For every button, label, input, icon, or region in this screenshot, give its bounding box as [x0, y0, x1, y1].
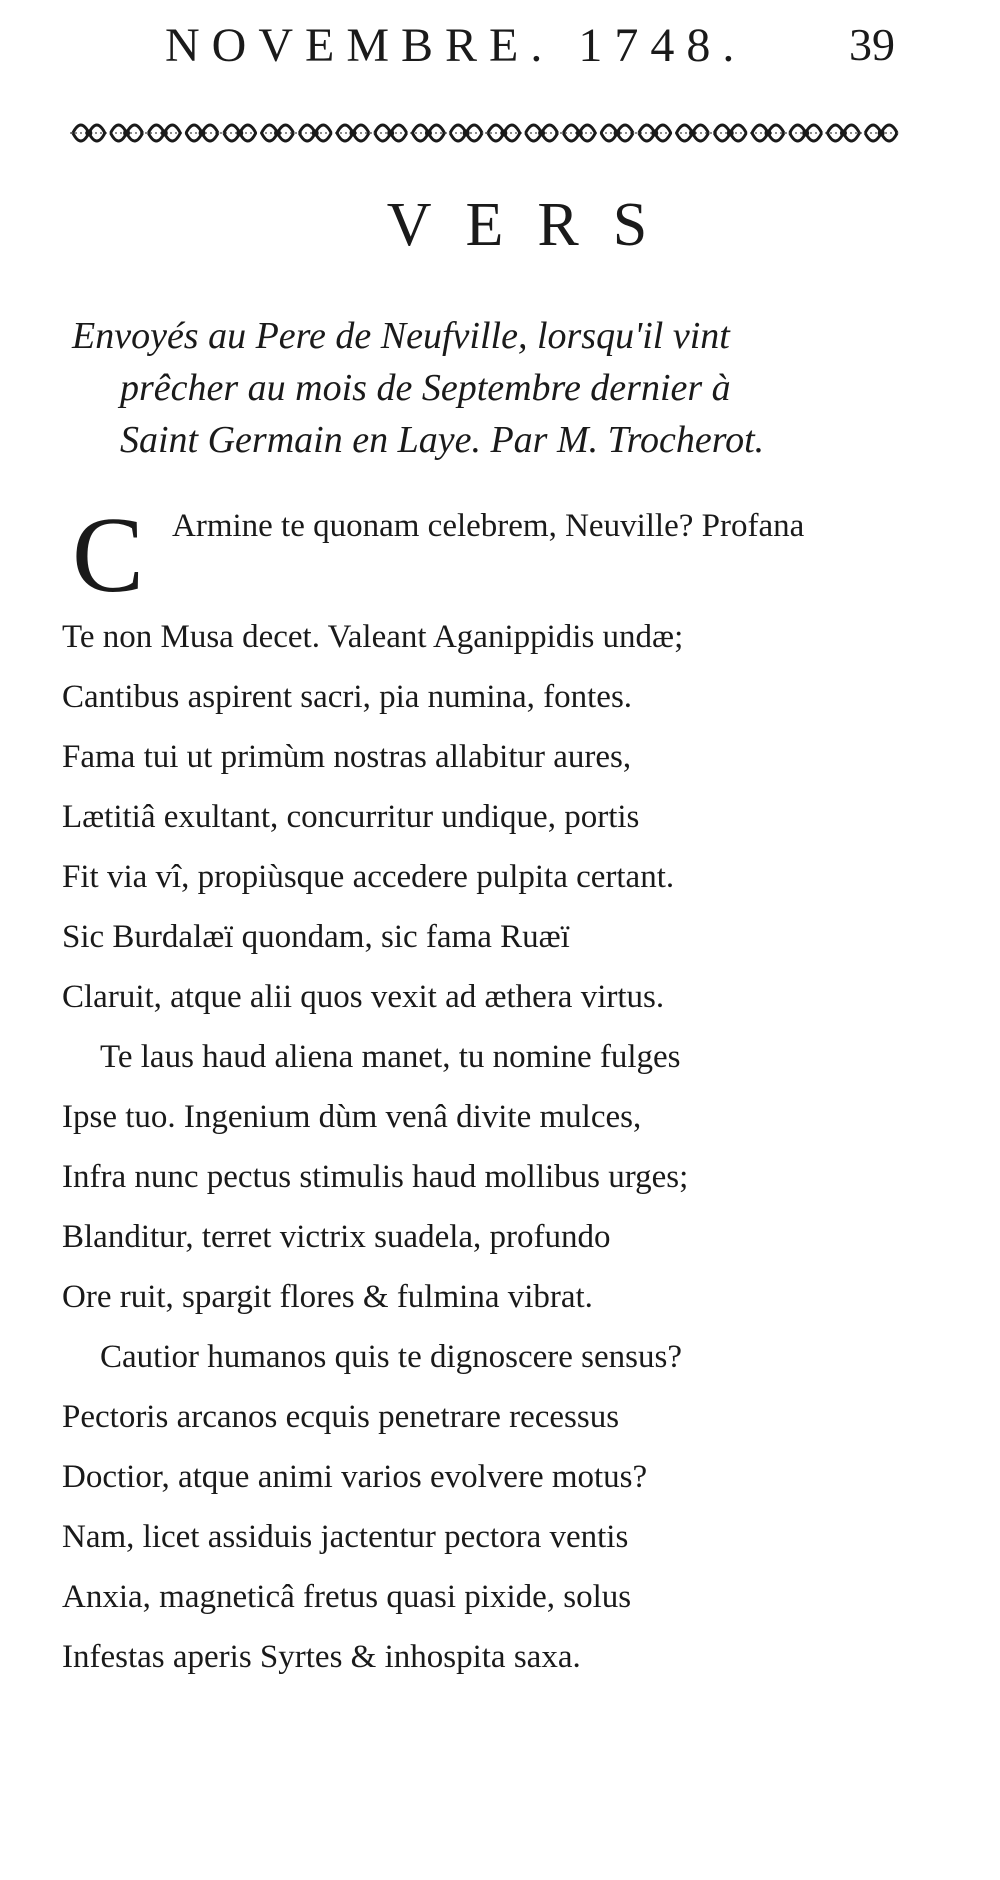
verse-line: Infra nunc pectus stimulis haud mollibus urges;: [62, 1159, 689, 1195]
verse-line: Fit via vî, propiùsque accedere pulpita certant.: [62, 859, 675, 895]
verse-line: Claruit, atque alii quos vexit ad æthera virtus.: [62, 979, 665, 1015]
opening-verse-text: Armine te quonam celebrem, Neuville? Profana: [172, 508, 805, 544]
verse-line: Te non Musa decet. Valeant Aganippidis undæ;: [62, 619, 684, 655]
subtitle-line: Envoyés au Pere de Neufville, lorsqu'il vint: [72, 315, 730, 357]
verse-line: Pectoris arcanos ecquis penetrare recessus: [62, 1399, 620, 1435]
verse-line: Cautior humanos quis te dignoscere sensus?: [100, 1339, 682, 1375]
verse-line: Te laus haud aliena manet, tu nomine fulges: [100, 1039, 681, 1075]
page-number: 39: [849, 19, 895, 70]
verse-line: Doctior, atque animi varios evolvere motus?: [62, 1459, 648, 1495]
verse-line: Ipse tuo. Ingenium dùm venâ divite mulces,: [62, 1099, 642, 1135]
fleuron-icon: [450, 125, 482, 141]
subtitle-line: Saint Germain en Laye. Par M. Trocherot.: [120, 419, 765, 461]
running-head: NOVEMBRE. 1748.: [165, 19, 747, 72]
verse-list: [62, 607, 932, 1687]
decorative-ornament-band: [70, 115, 900, 151]
page-header: [165, 18, 895, 88]
fleuron-icon: [827, 125, 859, 141]
verse-line: Cantibus aspirent sacri, pia numina, fontes.: [62, 679, 633, 715]
fleuron-icon: [865, 125, 897, 141]
verse-line: Infestas aperis Syrtes & inhospita saxa.: [62, 1639, 581, 1675]
opening-verse: [62, 496, 932, 615]
verse-line: Sic Burdalæï quondam, sic fama Ruæï: [62, 919, 570, 955]
verse-line: Fama tui ut primùm nostras allabitur aures,: [62, 739, 632, 775]
drop-cap: C: [72, 496, 145, 615]
poem-title: VERS: [386, 191, 682, 259]
verse-line: Nam, licet assiduis jactentur pectora ventis: [62, 1519, 629, 1555]
subtitle-line: prêcher au mois de Septembre dernier à: [120, 367, 731, 409]
poem-body: [62, 496, 932, 1687]
verse-line: Blanditur, terret victrix suadela, profundo: [62, 1219, 611, 1255]
poem-subtitle: [72, 310, 912, 466]
verse-line: Lætitiâ exultant, concurritur undique, portis: [62, 799, 640, 835]
verse-line: Anxia, magneticâ fretus quasi pixide, solus: [62, 1579, 632, 1615]
verse-line: Ore ruit, spargit flores & fulmina vibrat.: [62, 1279, 593, 1315]
fleuron-icon: [412, 125, 444, 141]
